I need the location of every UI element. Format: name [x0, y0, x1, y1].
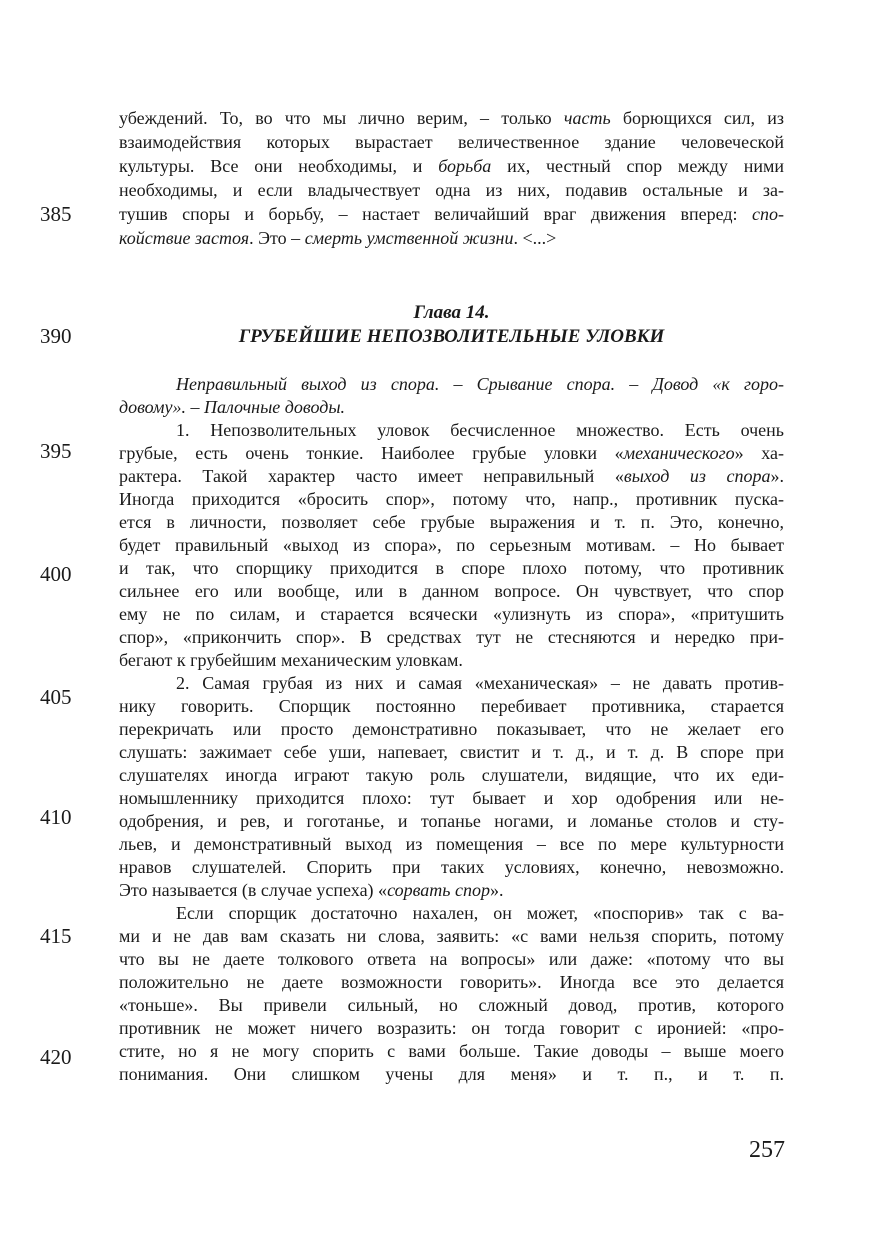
chapter-title: ГРУБЕЙШИЕ НЕПОЗВОЛИТЕЛЬНЫЕ УЛОВКИ: [238, 326, 665, 347]
text-line: и так, что спорщику приходится в споре плохо потому, что противник: [119, 558, 784, 578]
text-line: ми и не дав вам сказать ни слова, заявить: «с вами нельзя спорить, потому: [119, 926, 784, 946]
text-line: слушателях иногда играют такую роль слушатели, видящие, что их еди-: [119, 765, 784, 785]
line-number: 420: [40, 1045, 72, 1069]
text-line: ему не по силам, и старается всячески «улизнуть из спора», «притушить: [119, 604, 784, 624]
line-number: 395: [40, 439, 72, 463]
line-number: 415: [40, 924, 72, 948]
text-line: номышленнику приходится плохо: тут бывает и хор одобрения или не-: [119, 788, 784, 808]
text-line: необходимы, и если владычествует одна из них, подавив остальные и за-: [119, 180, 784, 200]
line-number: 410: [40, 805, 72, 829]
text-line: Если спорщик достаточно нахален, он может, «поспорив» так с ва-: [176, 903, 784, 923]
text-line: будет правильный «выход из спора», по серьезным мотивам. – Но бывает: [119, 535, 784, 555]
text-line: 1. Непозволительных уловок бесчисленное множество. Есть очень: [176, 420, 784, 440]
text-line: нику говорить. Спорщик постоянно перебивает противника, старается: [119, 696, 784, 716]
text-line: понимания. Они слишком учены для меня» и т. п., и т. п.: [119, 1064, 784, 1084]
text-line: бегают к грубейшим механическим уловкам.: [119, 650, 463, 670]
text-line: ется в личности, позволяет себе грубые выражения и т. п. Это, конечно,: [119, 512, 784, 532]
text-line: сильнее его или вообще, или в данном вопросе. Он чувствует, что спор: [119, 581, 784, 601]
chapter-number: Глава 14.: [413, 302, 490, 323]
line-number: 390: [40, 324, 72, 348]
text-line: слушать: зажимает себе уши, напевает, свистит и т. д., и т. д. В споре при: [119, 742, 784, 762]
chapter-synopsis: Неправильный выход из спора. – Срывание спора. – Довод «к горо-: [176, 374, 784, 394]
text-line: спор», «прикончить спор». В средствах тут не стесняются и нередко при-: [119, 627, 784, 647]
text-line: культуры. Все они необходимы, и борьба их, честный спор между ними: [119, 156, 784, 176]
text-line: Иногда приходится «бросить спор», потому что, напр., противник пуска-: [119, 489, 784, 509]
text-line: рактера. Такой характер часто имеет неправильный «выход из спора».: [119, 466, 784, 486]
text-line: стите, но я не могу спорить с вами больше. Такие доводы – выше моего: [119, 1041, 784, 1061]
text-line: льев, и демонстративный выход из помещения – все по мере культурности: [119, 834, 784, 854]
text-line: 2. Самая грубая из них и самая «механическая» – не давать против-: [176, 673, 784, 693]
text-line: тушив споры и борьбу, – настает величайший враг движения вперед: спо-: [119, 204, 784, 224]
text-line: грубые, есть очень тонкие. Наиболее грубые уловки «механического» ха-: [119, 443, 785, 463]
text-line: что вы не даете толкового ответа на вопросы» или даже: «потому что вы: [119, 949, 784, 969]
text-line: одобрения, и рев, и гоготанье, и топанье ногами, и ломанье столов и сту-: [119, 811, 784, 831]
text-line: взаимодействия которых вырастает величественное здание человеческой: [119, 132, 784, 152]
text-line: убеждений. То, во что мы лично верим, – только часть борющихся сил, из: [119, 108, 784, 128]
line-number: 400: [40, 562, 72, 586]
text-line: койствие застоя. Это – смерть умственной жизни. <...>: [119, 228, 557, 248]
line-number: 385: [40, 202, 72, 226]
text-line: Это называется (в случае успеха) «сорвать спор».: [119, 880, 504, 900]
line-number: 405: [40, 685, 72, 709]
chapter-synopsis: довому». – Палочные доводы.: [119, 397, 346, 417]
text-line: противник не может ничего возразить: он тогда говорит с иронией: «про-: [119, 1018, 784, 1038]
text-line: положительно не даете возможности говорить». Иногда все это делается: [119, 972, 784, 992]
text-line: нравов слушателей. Спорить при таких условиях, конечно, невозможно.: [119, 857, 784, 877]
text-line: перекричать или просто демонстративно показывает, что не желает его: [119, 719, 784, 739]
page-number: 257: [749, 1137, 785, 1163]
text-line: «тоньше». Вы привели сильный, но сложный довод, против, которого: [119, 995, 784, 1015]
